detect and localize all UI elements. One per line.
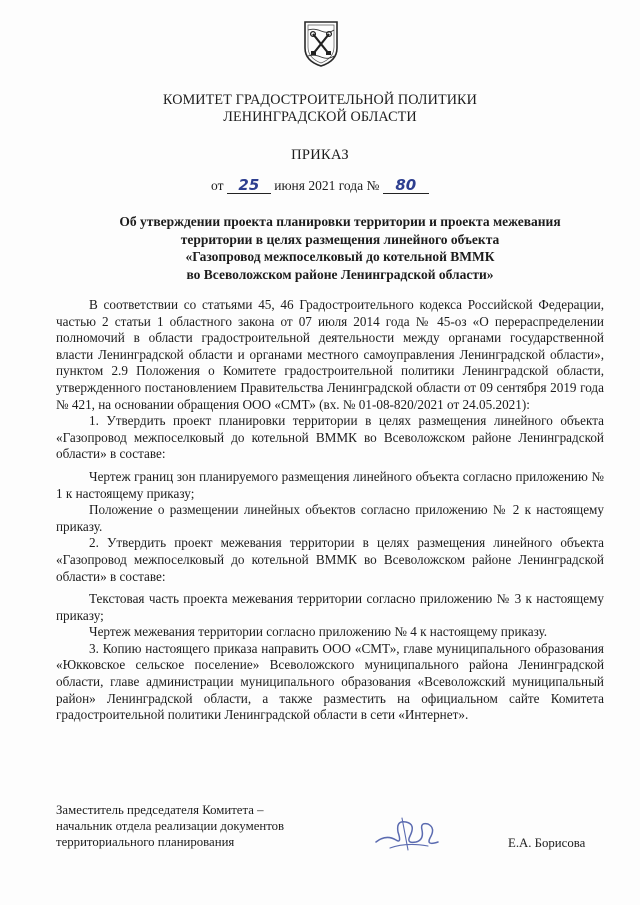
signatory-name: Е.А. Борисова (508, 836, 586, 850)
item-1b-paragraph: Положение о размещении линейных объектов согласно приложению № 2 к настоящему приказу. (56, 502, 604, 534)
organization-line-2: ЛЕНИНГРАДСКОЙ ОБЛАСТИ (223, 109, 417, 125)
item-3-paragraph: 3. Копию настоящего приказа направить ООО «СМТ», главе муниципального образования «Юкковское сельское поселение» Всеволожского муниципального района Ленинградской области, главе администрации муниципального образования «Всеволожский муниципальный район» Ленинградской области, а также разместить на официальном сайте Комитета градостроительной политики Ленинградской области в сети «Интернет». (56, 640, 604, 723)
organization-line-1: КОМИТЕТ ГРАДОСТРОИТЕЛЬНОЙ ПОЛИТИКИ (163, 92, 477, 108)
order-subject (80, 213, 600, 283)
subject-line-1: Об утверждении проекта планировки территории и проекта межевания (119, 214, 561, 229)
date-day-field (227, 178, 271, 194)
order-number-field (383, 178, 429, 194)
position-line-2: начальник отдела реализации документов (56, 819, 285, 833)
subject-line-3: «Газопровод межпоселковый до котельной ВММК (185, 249, 495, 264)
date-from-label: от (211, 178, 224, 193)
handwritten-signature (372, 812, 444, 856)
document-type: ПРИКАЗ (291, 147, 349, 163)
date-month-year: июня 2021 года (274, 178, 364, 193)
leningrad-oblast-coat-of-arms-icon (302, 18, 340, 68)
number-label: № (366, 178, 380, 193)
item-2-paragraph: 2. Утвердить проект межевания территории в целях размещения линейного объекта «Газопровод межпоселковый до котельной ВММК во Всеволожском районе Ленинградской области» в составе: (56, 535, 604, 584)
position-line-1: Заместитель председателя Комитета – (56, 803, 264, 817)
signatory-position (56, 802, 284, 850)
item-1-paragraph: 1. Утвердить проект планировки территории в целях размещения линейного объекта «Газопровод межпоселковый до котельной ВММК во Всеволожском районе Ленинградской области» в составе: (56, 413, 604, 462)
preamble-paragraph: В соответствии со статьями 45, 46 Градостроительного кодекса Российской Федерации, частью 2 статьи 1 областного закона от 07 июля 2014 года № 45-оз «О перераспределении полномочий в области градостроительной деятельности между органами государственной власти Ленинградской области и органами местного самоуправления Ленинградской области», пунктом 2.9 Положения о Комитете градостроительной политики Ленинградской области, утвержденного постановлением Правительства Ленинградской области от 09 сентября 2019 года № 421, на основании обращения ООО «СМТ» (вх. № 01-08-820/2021 от 24.05.2021): (56, 297, 604, 412)
item-1a-paragraph: Чертеж границ зон планируемого размещения линейного объекта согласно приложению № 1 к настоящему приказу; (56, 468, 604, 501)
subject-line-4: во Всеволожском районе Ленинградской области» (186, 266, 494, 282)
item-2a-paragraph: Текстовая часть проекта межевания территории согласно приложению № 3 к настоящему приказу; (56, 591, 604, 623)
organization-name (0, 92, 640, 126)
order-number-handwritten: 80 (395, 176, 417, 194)
position-line-3: территориального планирования (56, 835, 235, 849)
order-body (56, 297, 604, 724)
item-2b-paragraph: Чертеж межевания территории согласно приложению № 4 к настоящему приказу. (89, 624, 548, 640)
date-number-line (211, 178, 429, 194)
date-day-handwritten: 25 (238, 176, 260, 194)
subject-line-2: территории в целях размещения линейного объекта (180, 231, 500, 247)
